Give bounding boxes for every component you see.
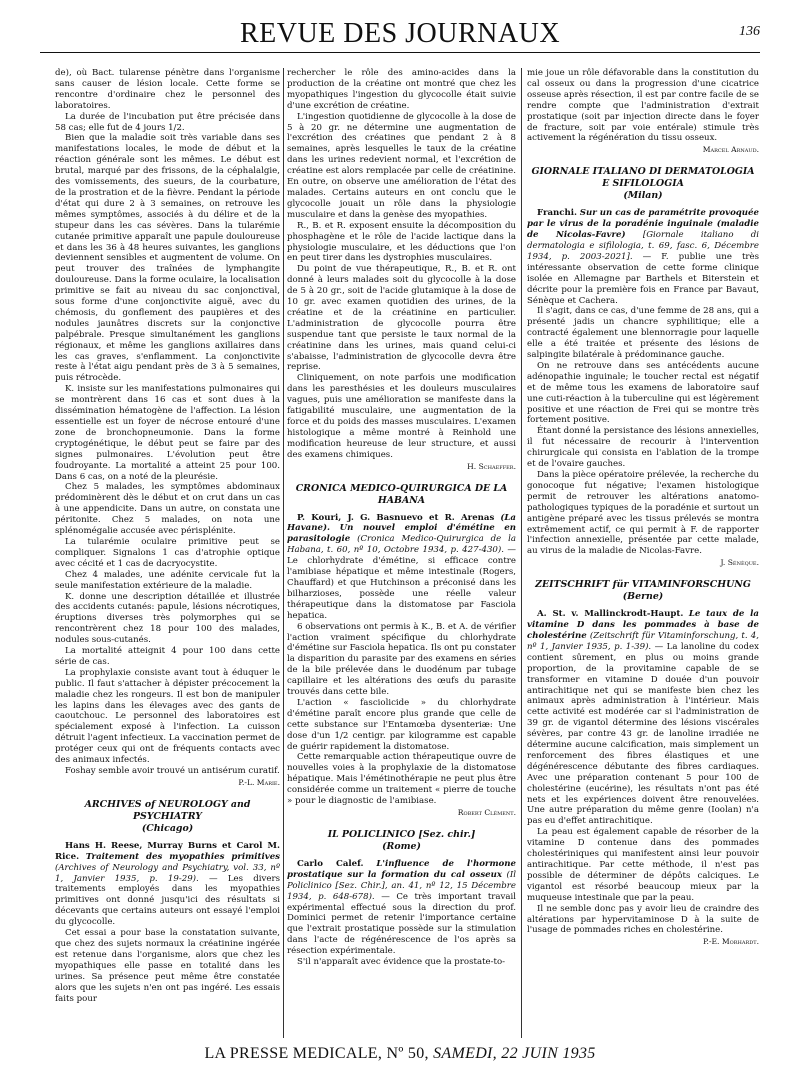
page-title: REVUE DES JOURNAUX xyxy=(239,18,561,49)
article-reference: (Cronica Medico-Quirurgica de la Habana, t. 60, nº 10, Octobre 1934, p. 427-430). xyxy=(287,534,516,556)
paragraph: L'ingestion quotidienne de glycocolle à la dose de 5 à 20 gr. ne détermine une augmentation de l'excrétion des créatines que pendant 2 à 8 semaines, après lesquelles le taux de la créatine dans les urines redevient normal, et l'excrétion de créatine est alors remplacée par celle de créatinine. En outre, on observe une amélioration de l'état des malades. Certains auteurs en ont conclu que le glycocolle jouait un rôle dans la physiologie musculaire et dans la genèse des myopathies. xyxy=(287,111,516,220)
journal-name: CRONICA MEDICO-QUIRURGICA DE LA HABANA xyxy=(295,482,508,506)
column-1 xyxy=(55,68,280,1038)
journal-heading xyxy=(527,579,759,603)
author-signature: P.-E. Morhardt. xyxy=(702,937,759,947)
paragraph: mie joue un rôle défavorable dans la constitution du cal osseux ou dans la progression d'une cicatrice osseuse après résection, il est par contre facile de se rendre compte que l'administration d'extrait prostatique (soit par injection directe dans le foyer de fracture, soit par voie entérale) stimule très activement la régénération du tissu osseux. xyxy=(527,68,759,144)
article-lead xyxy=(527,609,759,827)
author-signature: Marcel Arnaud. xyxy=(702,145,759,155)
article-title: Le taux de la vitamine D dans les pommades à base de cholestérine xyxy=(527,609,759,641)
paragraph: Foshay semble avoir trouvé un antisérum curatif. xyxy=(65,766,280,776)
paragraph: On ne retrouve dans ses antécédents aucune adénopathie inguinale; le toucher rectal est négatif et de même tous les examens de laboratoire sauf une cuti-réaction à la tuberculine qui est légèrement positive et une réaction de Frei qui se montre très fortement positive. xyxy=(527,360,759,426)
article-reference: [Giornale italiano di dermatologia e sifilologia, t. 69, fasc. 6, Décembre 1934, p. 2003-2021]. xyxy=(527,230,759,262)
article-title: Sur un cas de paramétrite provoquée par le virus de la poradénie inguinale (maladie de Nicolas-Favre) xyxy=(527,208,759,241)
author-signature: P.-L. Marie. xyxy=(238,777,280,787)
article-title: (La Havane). Un nouvel emploi d'émétine en parasitologie xyxy=(287,512,516,545)
journal-name: IL POLICLINICO [Sez. chir.] xyxy=(327,828,476,840)
column-2 xyxy=(287,68,516,1038)
paragraph: La mortalité atteignit 4 pour 100 dans cette série de cas. xyxy=(55,646,280,667)
paragraph: La durée de l'incubation put être précisée dans 58 cas; elle fut de 4 jours 1/2. xyxy=(55,111,280,133)
paragraph: rechercher le rôle des amino-acides dans la production de la créatine ont montré que chez les myopathiques l'ingestion du glycocolle était suivie d'une excrétion de créatine. xyxy=(287,68,516,111)
article-title: Traitement des myopathies primitives xyxy=(85,851,280,862)
paragraph: R., B. et R. exposent ensuite la décomposition du phosphagène et le rôle de l'acide lactique dans la physiologie musculaire, et les déductions que l'on en peut tirer dans les dystrophies musculaires. xyxy=(287,220,516,264)
column-3 xyxy=(527,68,759,1038)
article-authors: Carlo Calef. xyxy=(297,858,364,869)
article-text: — Les divers traitements employés dans les myopathies primitives ont donné jusqu'ici des résultats si décevants que certains auteurs ont essayé l'emploi du glycocolle. xyxy=(55,873,280,928)
paragraph: Dans la pièce opératoire prélevée, la recherche du gonocoque fut négative; l'examen histologique permit de retrouver les altérations anatomo-pathologiques typiques de la poradénie et surtout un antigène préparé avec les tissus prélevés se montra extrêmement actif, ce qui permit à F. de rapporter l'infection annexielle, présentée par cette malade, au virus de la maladie de Nicolas-Favre. xyxy=(527,470,759,557)
article-reference: (Zeitschrift für Vitaminforschung, t. 4, nº 1, Janvier 1935, p. 1-39). xyxy=(527,630,759,652)
paragraph: Du point de vue thérapeutique, R., B. et R. ont donné à leurs malades soit du glycocolle à la dose de 5 à 20 gr., soit de l'acide glutamique à la dose de 10 gr. avec examen quotidien des urines, de la créatine et de la créatinine en particulier. L'administration de glycocolle pourra être suspendue tant que persiste le taux normal de la créatinine dans les urines, mais quand celui-ci s'abaisse, l'administration de glycocolle devra être reprise. xyxy=(287,264,516,373)
paragraph: La tularémie oculaire primitive peut se compliquer. Signalons 1 cas d'atrophie optique avec cécité et 1 cas de dacryocystite. xyxy=(55,536,280,569)
page-footer xyxy=(40,1045,760,1063)
paragraph: Il s'agit, dans ce cas, d'une femme de 28 ans, qui a présenté jadis un chancre syphilitique; elle a contracté également une blennorragie pour laquelle elle a été traitée et présente des lésions de salpingite bilatérale à prédominance gauche. xyxy=(527,306,759,361)
paragraph: K. insiste sur les manifestations pulmonaires qui se montrèrent dans 16 cas et sont dues à la dissémination hématogène de l'affection. La lésion essentielle est un foyer de nécrose entouré d'une zone de bronchopneumonie. Dans la forme cryptogénétique, le début peut se faire par des signes pulmonaires. L'évolution peut être foudroyante. La mortalité a atteint 25 pour 100. Dans 6 cas, on a noté de la pleurésie. xyxy=(55,384,280,482)
author-signature: H. Schaeffer. xyxy=(467,461,516,471)
article-lead xyxy=(55,841,280,928)
paragraph: Il ne semble donc pas y avoir lieu de craindre des altérations par hypervitaminose D à la suite de l'usage de pommades riches en cholestérine. xyxy=(527,903,759,936)
journal-city: (Rome) xyxy=(382,840,421,852)
journal-city: (Berne) xyxy=(622,591,664,603)
article-lead xyxy=(287,513,516,622)
article-reference: (Il Policlinico [Sez. Chir.], an. 41, nº 12, 15 Décembre 1934, p. 648-678). xyxy=(287,869,516,902)
article-text: — La lanoline du codex contient sûrement, en plus ou moins grande proportion, de la provitamine capable de se transformer en vitamine D douée d'un pouvoir antirachitique net qui se manifeste bien chez les animaux après administration à l'intérieur. Mais cette activité est modérée car si l'administration de 39 gr. de vigantol détermine des lésions viscérales sévères, par contre 43 gr. de lanoline irradiée ne détermine aucune calcification, mais simplement un renforcement des fibres élastiques et une dégénérescence débutante des fibres cardiaques. Avec une préparation contenant 5 pour 100 de cholestérine (eucérine), les résultats n'ont pas été nets et les expériences doivent être renouvelées. Une autre préparation du même genre (Ioolan) n'a pas eu d'effet antirachitique. xyxy=(527,641,759,827)
article-lead xyxy=(287,859,516,957)
header-rule xyxy=(40,52,760,53)
footer-issue: Nº 50, xyxy=(386,1045,429,1062)
column-divider xyxy=(283,68,284,1038)
journal-heading xyxy=(287,829,516,853)
paragraph: Chez 5 malades, les symptômes abdominaux prédominèrent dès le début et on crut dans un cas à une appendicite. Dans un autre, on constata une péritonite. Chez 5 malades, on nota une splénomégalie accusée avec périsplénite. xyxy=(55,482,280,537)
journal-name: ZEITSCHRIFT für VITAMINFORSCHUNG xyxy=(535,579,751,591)
paragraph: K. donne une description détaillée et illustrée des accidents cutanés: papule, lésions nécrotiques, éruptions diverses très polymorphes qui se rencontrèrent chez 18 pour 100 des malades, nodules sous-cutanés. xyxy=(55,591,280,646)
article-lead xyxy=(527,208,759,306)
paragraph: Étant donné la persistance des lésions annexielles, il fut nécessaire de recourir à l'intervention chirurgicale qui consista en l'ablation de la trompe et de l'ovaire gauches. xyxy=(527,426,759,470)
article-authors: P. Kouri, J. G. Basnuevo et R. Arenas xyxy=(297,512,495,523)
paragraph: L'action « fasciolicide » du chlorhydrate d'émétine paraît encore plus grande que celle de cette substance sur l'Entamœba dysenteriæ: Une dose d'un 1/2 centigr. par kilogramme est capable de guérir rapidement la distomatose. xyxy=(287,697,516,752)
article-text: — Ce très important travail expérimental effectué sous la direction du prof. Dominici permet de retenir l'importance certaine que l'extrait prostatique possède sur la stimulation dans l'acte de régénérescence de l'os après sa résection expérimentale. xyxy=(287,891,516,957)
masthead xyxy=(40,14,760,50)
footer-journal: LA PRESSE MEDICALE, xyxy=(204,1045,383,1062)
page-number: 136 xyxy=(739,24,760,39)
journal-name: GIORNALE ITALIANO DI DERMATOLOGIA E SIFILOLOGIA xyxy=(531,166,755,190)
article-authors: Hans H. Reese, Murray Burns et Carol M. Rice. xyxy=(55,840,280,862)
journal-name: ARCHIVES of NEUROLOGY and PSYCHIATRY xyxy=(84,798,251,822)
article-authors: Franchi. xyxy=(537,208,578,219)
article-text: — Le chlorhydrate d'émétine, si efficace contre l'amibiase hépatique et même intestinale (Rogers, Chauffard) et que Hutchinson a préconisé dans les bilharzioses, possède une réelle valeur thérapeutique dans la distomatose par Fasciola hepatica. xyxy=(287,545,516,621)
article-reference: (Archives of Neurology and Psychiatry, vol. 33, nº 1, Janvier 1935, p. 19-29). xyxy=(55,862,280,884)
author-signature: J. Sénèque. xyxy=(720,558,759,568)
paragraph: 6 observations ont permis à K., B. et A. de vérifier l'action vraiment spécifique du chlorhydrate d'émétine sur Fasciola hepatica. Ils ont pu constater la disparition du parasite par des examens en séries de la bile prélevée dans le duodénum par tubage capillaire et les altérations des œufs du parasite trouvés dans cette bile. xyxy=(287,621,516,698)
paragraph: S'il n'apparaît avec évidence que la prostate-to- xyxy=(297,957,506,968)
journal-heading xyxy=(527,166,759,202)
paragraph: Cet essai a pour base la constatation suivante, que chez des sujets normaux la créatinine ingérée est retenue dans l'organisme, alors que chez les myopathiques elle passe en totalité dans les urines. Sa présence peut même être constatée alors que les sujets n'en ont pas ingéré. Les essais faits pour xyxy=(55,928,280,1004)
paragraph: La prophylaxie consiste avant tout à éduquer le public. Il faut s'attacher à dépister précocement la maladie chez les rongeurs. Il est bon de manipuler les lapins dans les élevages avec des gants de caoutchouc. Le personnel des laboratoires est spécialement exposé à l'infection. La cuisson détruit l'agent infectieux. La vaccination permet de protéger ceux qui ont de fréquents contacts avec des animaux infectés. xyxy=(55,667,280,766)
journal-city: (Chicago) xyxy=(141,822,194,834)
paragraph: La peau est également capable de résorber de la vitamine D contenue dans des pommades cholestériniques qui manifestent ainsi leur pouvoir antirachitique. Par cette méthode, il n'est pas possible de déterminer de dépôts calciques. Le vigantol est résorbé beaucoup mieux par la muqueuse intestinale que par la peau. xyxy=(527,827,759,903)
article-text: — F. publie une très intéressante observation de cette forme clinique isolée en Allemagne par Barthels et Biterstein et décrite pour la première fois en France par Bavaut, Sénèque et Cachera. xyxy=(527,251,759,306)
footer-date: SAMEDI, 22 JUIN 1935 xyxy=(433,1045,596,1062)
paragraph: Cette remarquable action thérapeutique ouvre de nouvelles voies à la prophylaxie de la distomatose hépatique. Mais l'émétinothérapie ne peut plus être considérée comme un traitement « pierre de touche » pour le diagnostic de l'amibiase. xyxy=(287,752,516,807)
paragraph: Bien que la maladie soit très variable dans ses manifestations locales, le mode de début et la réaction générale sont les mêmes. Le début est brutal, marqué par des frissons, de la céphalalgie, des vomissements, des sueurs, de la courbature, de la prostration et de la fièvre. Pendant la période d'état qui dure 2 à 3 semaines, on retrouve les mêmes symptômes, associés à du délire et de la stupeur dans les cas sévères. Dans la tularémie cutanée primitive apparaît une papule douloureuse et dans les 36 à 48 heures suivantes, les ganglions deviennent sensibles et augmentent de volume. On peut trouver des traînées de lymphangite douloureuse. Dans la forme oculaire, la localisation primitive se fait au niveau du sac conjonctival, sous forme d'une conjonctivite aiguë, avec du chémosis, du gonflement des paupières et des nodules jaunâtres discrets sur la conjonctive palpébrale. Presque simultanément les ganglions régionaux, et même les ganglions axillaires dans les cas graves, s'enflamment. La conjonctivite reste à l'état aigu pendant près de 3 à 5 semaines, puis rétrocède. xyxy=(55,133,280,384)
journal-heading xyxy=(287,483,516,507)
article-title: L'influence de l'hormone prostatique sur la formation du cal osseux xyxy=(287,858,516,880)
journal-city: (Milan) xyxy=(623,190,663,202)
author-signature: Robert Clément. xyxy=(457,808,516,817)
paragraph: Chez 4 malades, une adénite cervicale fut la seule manifestation extérieure de la maladie. xyxy=(55,569,280,591)
article-authors: A. St. v. Mallinckrodt-Haupt. xyxy=(537,609,684,620)
paragraph: de), où Bact. tularense pénètre dans l'organisme sans causer de lésion locale. Cette forme se rencontre d'ordinaire chez le personnel des laboratoires. xyxy=(55,68,280,111)
column-divider xyxy=(521,68,522,1038)
paragraph: Cliniquement, on note parfois une modification dans les paresthésies et les douleurs musculaires vagues, puis une amélioration se manifeste dans la fatigabilité musculaire, une augmentation de la force et du poids des masses musculaires. L'examen histologique a même montré à Reinhold une modification heureuse de leur structure, et aussi des examens chimiques. xyxy=(287,373,516,460)
journal-heading xyxy=(55,799,280,835)
